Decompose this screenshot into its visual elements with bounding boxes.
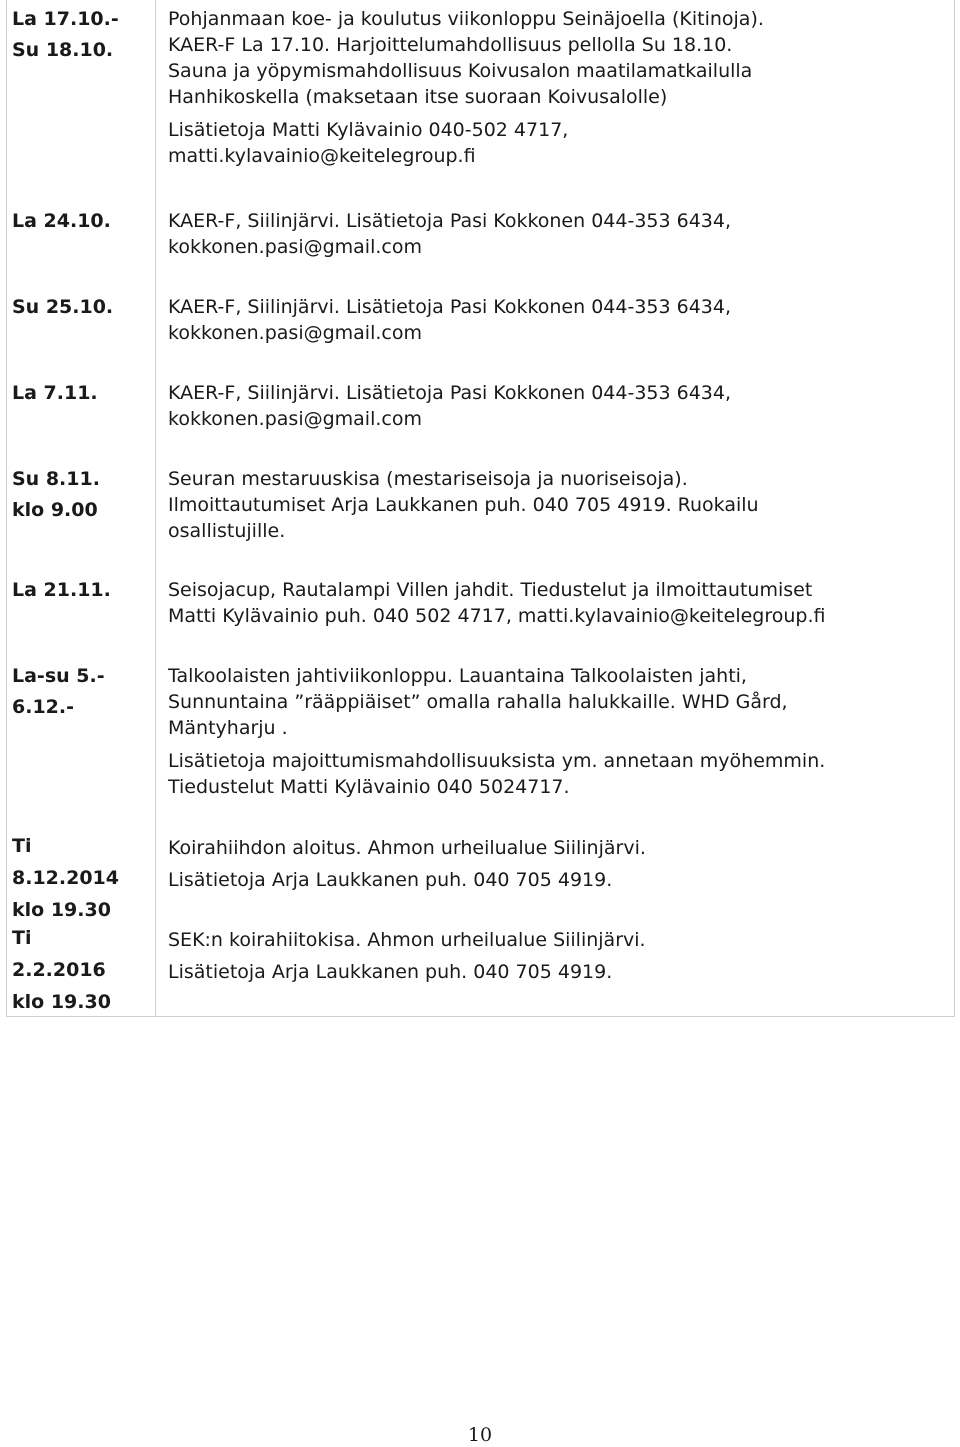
date-line: 6.12.- (12, 696, 74, 718)
row-date (12, 464, 100, 526)
row-date (12, 378, 98, 409)
date-line: Su 25.10. (12, 296, 114, 318)
description-line: kokkonen.pasi@gmail.com (168, 322, 422, 344)
description-line: Lisätietoja Arja Laukkanen puh. 040 705 4919. (168, 869, 613, 891)
description-line: Seuran mestaruuskisa (mestariseisoja ja nuoriseisoja). (168, 468, 688, 490)
date-line: La-su 5.- (12, 665, 105, 687)
row-date (12, 206, 111, 237)
date-line: Ti (12, 927, 32, 949)
description-line: Lisätietoja majoittumismahdollisuuksista ym. annetaan myöhemmin. (168, 750, 826, 772)
row-date (12, 922, 111, 1018)
date-line: La 21.11. (12, 579, 111, 601)
date-line: La 24.10. (12, 210, 111, 232)
description-line: matti.kylavainio@keitelegroup.fi (168, 145, 476, 167)
date-line: 2.2.2016 (12, 959, 106, 981)
date-line: Su 8.11. (12, 468, 100, 490)
row-date (12, 830, 119, 926)
description-line: Sauna ja yöpymismahdollisuus Koivusalon maatilamatkailulla (168, 60, 753, 82)
description-line: Lisätietoja Matti Kylävainio 040-502 4717, (168, 119, 569, 141)
row-description (168, 924, 646, 988)
date-line: klo 19.30 (12, 991, 111, 1013)
column-divider (155, 0, 156, 1016)
row-description (168, 577, 825, 629)
date-line: klo 9.00 (12, 499, 98, 521)
description-line: Seisojacup, Rautalampi Villen jahdit. Tiedustelut ja ilmoittautumiset (168, 579, 813, 601)
description-line: Ilmoittautumiset Arja Laukkanen puh. 040 705 4919. Ruokailu (168, 494, 759, 516)
description-line: Mäntyharju . (168, 717, 288, 739)
description-line: Sunnuntaina ”rääppiäiset” omalla rahalla halukkaille. WHD Gård, (168, 691, 788, 713)
description-line: KAER-F La 17.10. Harjoittelumahdollisuus pellolla Su 18.10. (168, 34, 733, 56)
description-line: SEK:n koirahiitokisa. Ahmon urheilualue Siilinjärvi. (168, 929, 646, 951)
description-line: KAER-F, Siilinjärvi. Lisätietoja Pasi Kokkonen 044-353 6434, (168, 382, 732, 404)
row-description (168, 208, 731, 260)
row-description (168, 6, 764, 169)
description-line: KAER-F, Siilinjärvi. Lisätietoja Pasi Kokkonen 044-353 6434, (168, 210, 732, 232)
date-line: 8.12.2014 (12, 867, 119, 889)
date-line: Su 18.10. (12, 39, 114, 61)
date-line: klo 19.30 (12, 899, 111, 921)
description-line: Talkoolaisten jahtiviikonloppu. Lauantaina Talkoolaisten jahti, (168, 665, 747, 687)
description-line: kokkonen.pasi@gmail.com (168, 236, 422, 258)
row-description (168, 380, 731, 432)
description-line: KAER-F, Siilinjärvi. Lisätietoja Pasi Kokkonen 044-353 6434, (168, 296, 732, 318)
description-line: Matti Kylävainio puh. 040 502 4717, matti.kylavainio@keitelegroup.fi (168, 605, 826, 627)
row-date (12, 661, 105, 723)
row-description (168, 832, 646, 896)
row-date (12, 575, 111, 606)
row-date (12, 4, 119, 66)
row-date (12, 292, 113, 323)
description-line: Hanhikoskella (maksetaan itse suoraan Koivusalolle) (168, 86, 668, 108)
row-description (168, 466, 759, 544)
date-line: La 7.11. (12, 382, 98, 404)
date-line: Ti (12, 835, 32, 857)
page-number: 10 (467, 1424, 493, 1446)
description-line: Pohjanmaan koe- ja koulutus viikonloppu Seinäjoella (Kitinoja). (168, 8, 764, 30)
description-line: Koirahiihdon aloitus. Ahmon urheilualue Siilinjärvi. (168, 837, 646, 859)
row-description (168, 663, 825, 800)
date-line: La 17.10.- (12, 8, 119, 30)
description-line: Lisätietoja Arja Laukkanen puh. 040 705 4919. (168, 961, 613, 983)
description-line: Tiedustelut Matti Kylävainio 040 5024717. (168, 776, 570, 798)
description-line: kokkonen.pasi@gmail.com (168, 408, 422, 430)
row-description (168, 294, 731, 346)
description-line: osallistujille. (168, 520, 286, 542)
